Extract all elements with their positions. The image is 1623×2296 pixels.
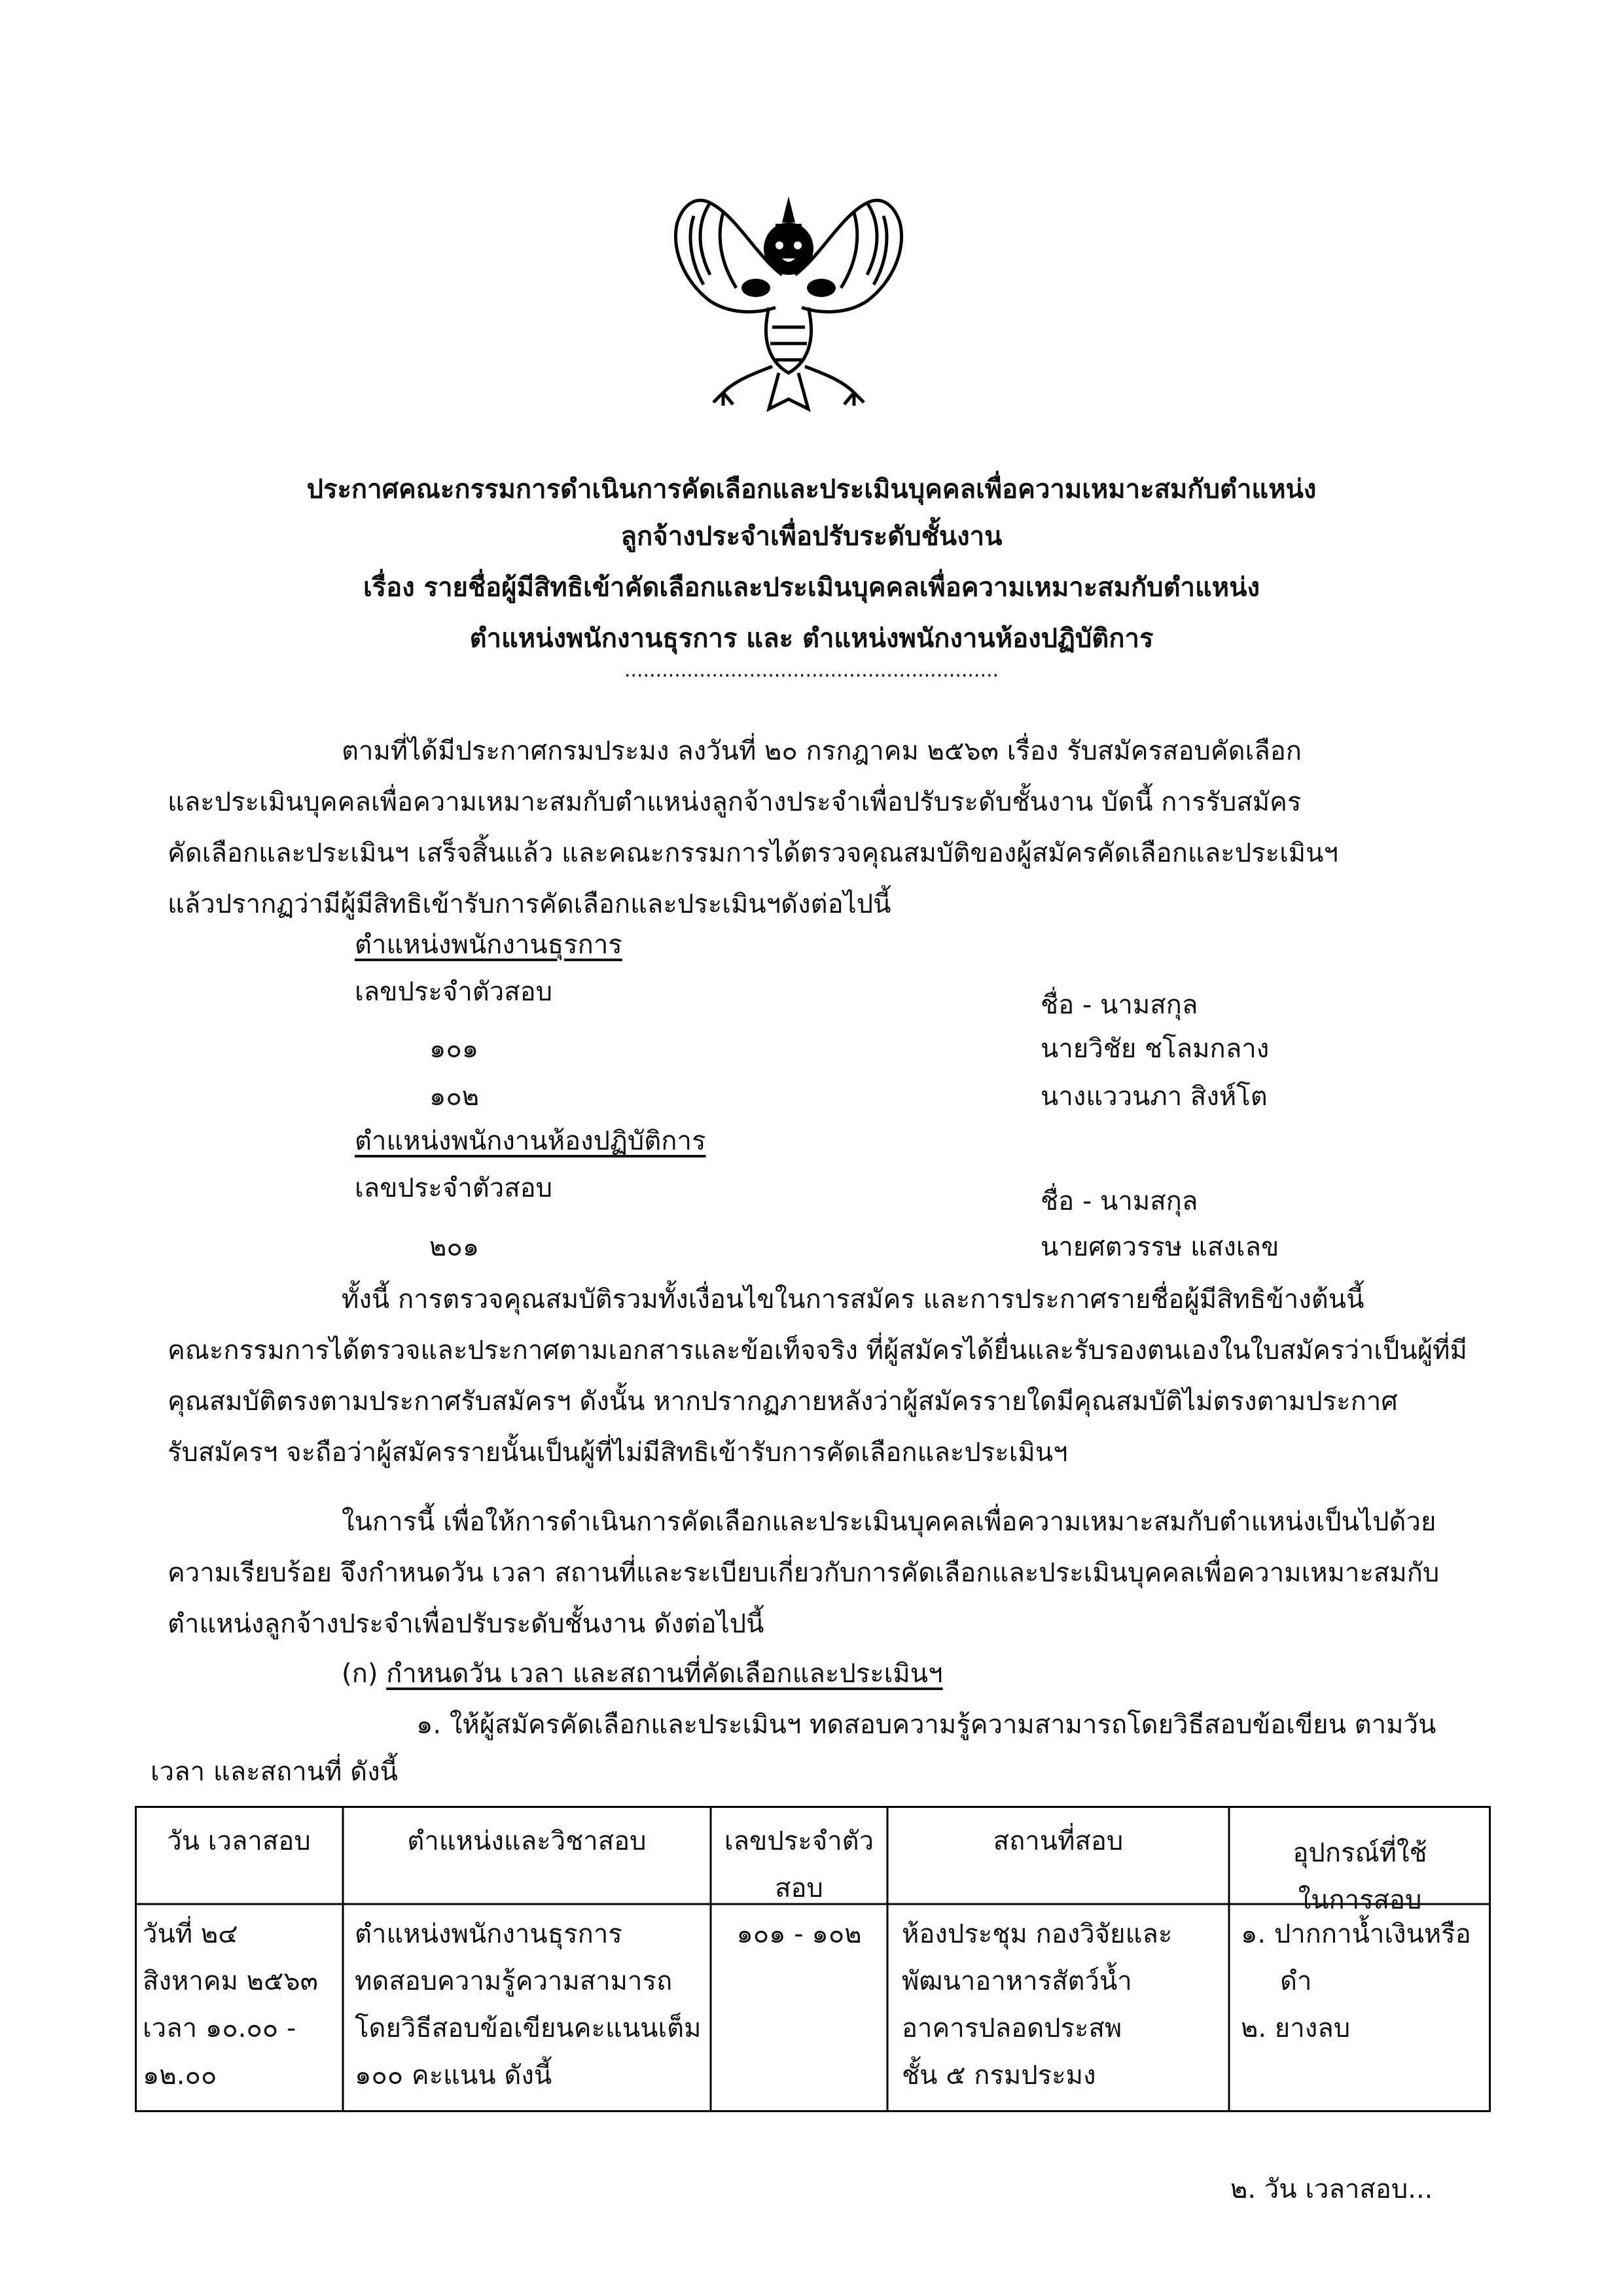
section1-col-name: ชื่อ - นามสกุล: [1041, 990, 1198, 1020]
cell-exam-id-text: ๑๐๑ - ๑๐๒: [736, 1919, 862, 1949]
section1-col-id: เลขประจำตัวสอบ: [355, 977, 553, 1007]
intro-line-3: คัดเลือกและประเมินฯ เสร็จสิ้นแล้ว และคณะกรรมการได้ตรวจคุณสมบัติของผู้สมัครคัดเลือกและประเมินฯ: [168, 838, 1338, 868]
cell-equipment-line-1: ๑. ปากกาน้ำเงินหรือ: [1241, 1919, 1471, 1949]
footer-continuation: ๒. วัน เวลาสอบ...: [1230, 2174, 1433, 2204]
section2-col-name: ชื่อ - นามสกุล: [1041, 1186, 1198, 1216]
para3-line-2: ความเรียบร้อย จึงกำหนดวัน เวลา สถานที่และระเบียบเกี่ยวกับการคัดเลือกและประเมินบุคคลเพื่อความเหมาะสมกับ: [168, 1558, 1440, 1588]
item-1-line-2: เวลา และสถานที่ ดังนี้: [151, 1757, 398, 1787]
para2-line-1: ทั้งนี้ การตรวจคุณสมบัติรวมทั้งเงื่อนไขในการสมัคร และการประกาศรายชื่อผู้มีสิทธิข้างต้นนี้: [342, 1284, 1364, 1315]
cell-equipment-line-3: ๒. ยางลบ: [1241, 2013, 1351, 2043]
intro-line-4: แล้วปรากฏว่ามีผู้มีสิทธิเข้ารับการคัดเลือกและประเมินฯดังต่อไปนี้: [168, 889, 891, 919]
section2-row-1-name: นายศตวรรษ แสงเลข: [1041, 1232, 1279, 1262]
para3-line-1: ในการนี้ เพื่อให้การดำเนินการคัดเลือกและประเมินบุคคลเพื่อความเหมาะสมกับตำแหน่งเป็นไปด้วย: [342, 1507, 1436, 1537]
header-equipment: [1229, 1829, 1491, 1924]
section1-row-1-id: ๑๐๑: [429, 1034, 479, 1064]
section1-row-2-id: ๑๐๒: [429, 1082, 480, 1112]
cell-date: [143, 1911, 339, 2099]
para3-line-3: ตำแหน่งลูกจ้างประจำเพื่อปรับระดับชั้นงาน ดังต่อไปนี้: [168, 1609, 764, 1639]
section1-row-2-name: นางแววนภา สิงห์โต: [1041, 1082, 1268, 1112]
item-1-line-1: ๑. ให้ผู้สมัครคัดเลือกและประเมินฯ ทดสอบความรู้ความสามารถโดยวิธีสอบข้อเขียน ตามวัน: [416, 1710, 1436, 1740]
item-a-text: กำหนดวัน เวลา และสถานที่คัดเลือกและประเมินฯ: [386, 1659, 943, 1689]
cell-subject-line-2: ทดสอบความรู้ความสามารถ: [355, 1966, 673, 1996]
para2-line-2: คณะกรรมการได้ตรวจและประกาศตามเอกสารและข้อเท็จจริง ที่ผู้สมัครได้ยื่นและรับรองตนเองในใบสมัครว่าเป็นผู้ที่มี: [168, 1335, 1467, 1366]
para2-line-3: คุณสมบัติตรงตามประกาศรับสมัครฯ ดังนั้น หากปรากฏภายหลังว่าผู้สมัครรายใดมีคุณสมบัติไม่ตรงตามประกาศ: [168, 1386, 1398, 1417]
section1-row-1-name: นายวิชัย ชโลมกลาง: [1041, 1034, 1270, 1064]
cell-subject-line-4: ๑๐๐ คะแนน ดังนี้: [355, 2060, 552, 2091]
header-subject-text: ตำแหน่งและวิชาสอบ: [407, 1826, 647, 1856]
garuda-emblem: [658, 177, 919, 419]
section2-heading: ตำแหน่งพนักงานห้องปฏิบัติการ: [355, 1126, 706, 1156]
header-exam-id-line-1: เลขประจำตัว: [724, 1826, 874, 1856]
section1-heading: ตำแหน่งพนักงานธุรการ: [355, 930, 622, 960]
intro-line-2: และประเมินบุคคลเพื่อความเหมาะสมกับตำแหน่งลูกจ้างประจำเพื่อปรับระดับชั้นงาน บัดนี้ การรับสมัคร: [168, 787, 1302, 817]
cell-date-line-3: เวลา ๑๐.๐๐ -: [143, 2013, 296, 2043]
item-a-prefix: (ก): [342, 1659, 387, 1689]
cell-equipment: [1241, 1911, 1489, 2052]
item-a: [342, 1650, 943, 1697]
header-exam-id-line-2: สอบ: [775, 1873, 823, 1903]
cell-subject: [355, 1911, 708, 2099]
cell-date-line-1: วันที่ ๒๔: [143, 1919, 238, 1949]
cell-date-line-2: สิงหาคม ๒๕๖๓: [143, 1966, 318, 1996]
cell-location-line-2: พัฒนาอาหารสัตว์น้ำ: [902, 1966, 1132, 1996]
header-location-text: สถานที่สอบ: [993, 1826, 1124, 1856]
para2-line-4: รับสมัครฯ จะถือว่าผู้สมัครรายนั้นเป็นผู้ที่ไม่มีสิทธิเข้ารับการคัดเลือกและประเมินฯ: [168, 1438, 1068, 1468]
cell-equipment-line-2: ดำ: [1280, 1966, 1312, 1996]
section2-row-1-id: ๒๐๑: [429, 1232, 480, 1262]
cell-subject-line-3: โดยวิธีสอบข้อเขียนคะแนนเต็ม: [355, 2013, 702, 2043]
title-line-2: ลูกจ้างประจำเพื่อปรับระดับชั้นงาน: [620, 521, 1003, 552]
title-line-3: เรื่อง รายชื่อผู้มีสิทธิเข้าคัดเลือกและประเมินบุคคลเพื่อความเหมาะสมกับตำแหน่ง: [363, 573, 1260, 603]
header-equipment-line-2: ในการสอบ: [1298, 1885, 1422, 1915]
title-separator: ............................................................: [624, 659, 999, 682]
header-equipment-line-1: อุปกรณ์ที่ใช้: [1293, 1838, 1427, 1868]
cell-location-line-3: อาคารปลอดประสพ: [902, 2013, 1122, 2043]
header-exam-id: [711, 1818, 887, 1912]
cell-exam-id: [711, 1911, 887, 1958]
cell-date-line-4: ๑๒.๐๐: [143, 2060, 217, 2091]
cell-location: [902, 1911, 1229, 2099]
title-line-1: ประกาศคณะกรรมการดำเนินการคัดเลือกและประเมินบุคคลเพื่อความเหมาะสมกับตำแหน่ง: [306, 474, 1317, 504]
title-line-4: ตำแหน่งพนักงานธุรการ และ ตำแหน่งพนักงานห้องปฏิบัติการ: [469, 624, 1154, 654]
header-subject: [343, 1818, 711, 1865]
cell-subject-line-1: ตำแหน่งพนักงานธุรการ: [355, 1919, 622, 1949]
cell-location-line-4: ชั้น ๕ กรมประมง: [902, 2060, 1096, 2091]
header-location: [887, 1818, 1229, 1865]
cell-location-line-1: ห้องประชุม กองวิจัยและ: [902, 1919, 1173, 1949]
intro-line-1: ตามที่ได้มีประกาศกรมประมง ลงวันที่ ๒๐ กรกฎาคม ๒๕๖๓ เรื่อง รับสมัครสอบคัดเลือก: [342, 736, 1302, 766]
header-date: [135, 1818, 343, 1865]
exam-schedule-table: [135, 1806, 1491, 2112]
header-date-text: วัน เวลาสอบ: [167, 1826, 311, 1856]
section2-col-id: เลขประจำตัวสอบ: [355, 1173, 553, 1203]
